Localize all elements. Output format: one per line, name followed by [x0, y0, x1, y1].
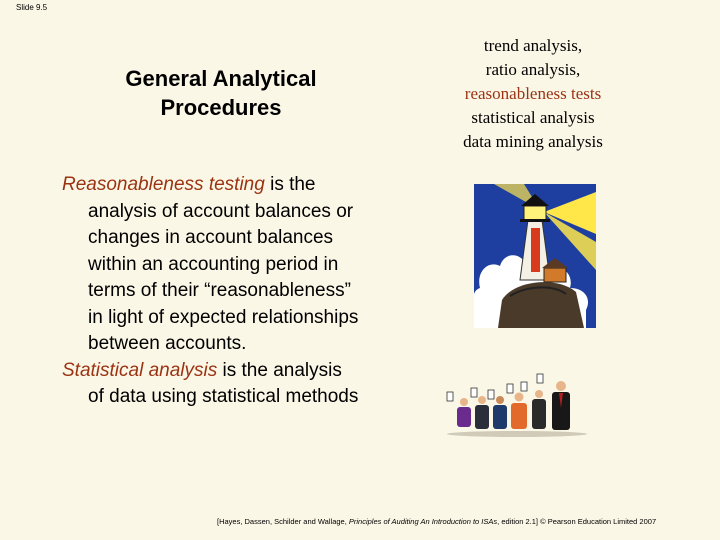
slide-title	[90, 64, 352, 122]
method-data-mining: data mining analysis	[463, 132, 603, 151]
p1-line-4: within an accounting period in	[88, 253, 339, 275]
reasonableness-paragraph	[62, 172, 422, 358]
title-line-2: Procedures	[160, 95, 282, 120]
p1-line-7: between accounts.	[88, 333, 247, 354]
method-ratio: ratio analysis,	[485, 60, 581, 79]
p1-line-1: is the	[264, 174, 316, 195]
slide-number: Slide 9.5	[16, 3, 48, 12]
title-line-1: General Analytical	[125, 66, 317, 91]
method-reasonableness: reasonableness tests	[464, 84, 602, 103]
p2-line-1: is the analysis	[217, 359, 342, 381]
footer-book-title: Principles of Auditing An Introduction to ISAs	[348, 517, 498, 526]
method-statistical: statistical analysis	[471, 108, 595, 127]
reasonableness-term: Reasonableness testing	[62, 174, 265, 195]
p1-line-3: changes in account balances	[88, 227, 334, 248]
p2-line-2: of data using statistical methods	[88, 386, 359, 407]
footer-prefix: [Hayes, Dassen, Schilder and Wallage,	[217, 517, 349, 526]
p1-line-5: terms of their “reasonableness”	[88, 280, 351, 301]
lighthouse-image	[474, 184, 596, 328]
footer-citation	[217, 517, 656, 526]
statistical-paragraph	[62, 358, 422, 411]
statistical-term: Statistical analysis	[62, 359, 218, 381]
p1-line-2: analysis of account balances or	[88, 200, 354, 222]
people-image	[441, 370, 591, 438]
footer-suffix: , edition 2.1] © Pearson Education Limited 2007	[497, 517, 657, 526]
body-text	[62, 172, 422, 411]
method-trend: trend analysis,	[483, 36, 583, 55]
methods-list	[435, 34, 631, 154]
p1-line-6: in light of expected relationships	[88, 306, 359, 328]
